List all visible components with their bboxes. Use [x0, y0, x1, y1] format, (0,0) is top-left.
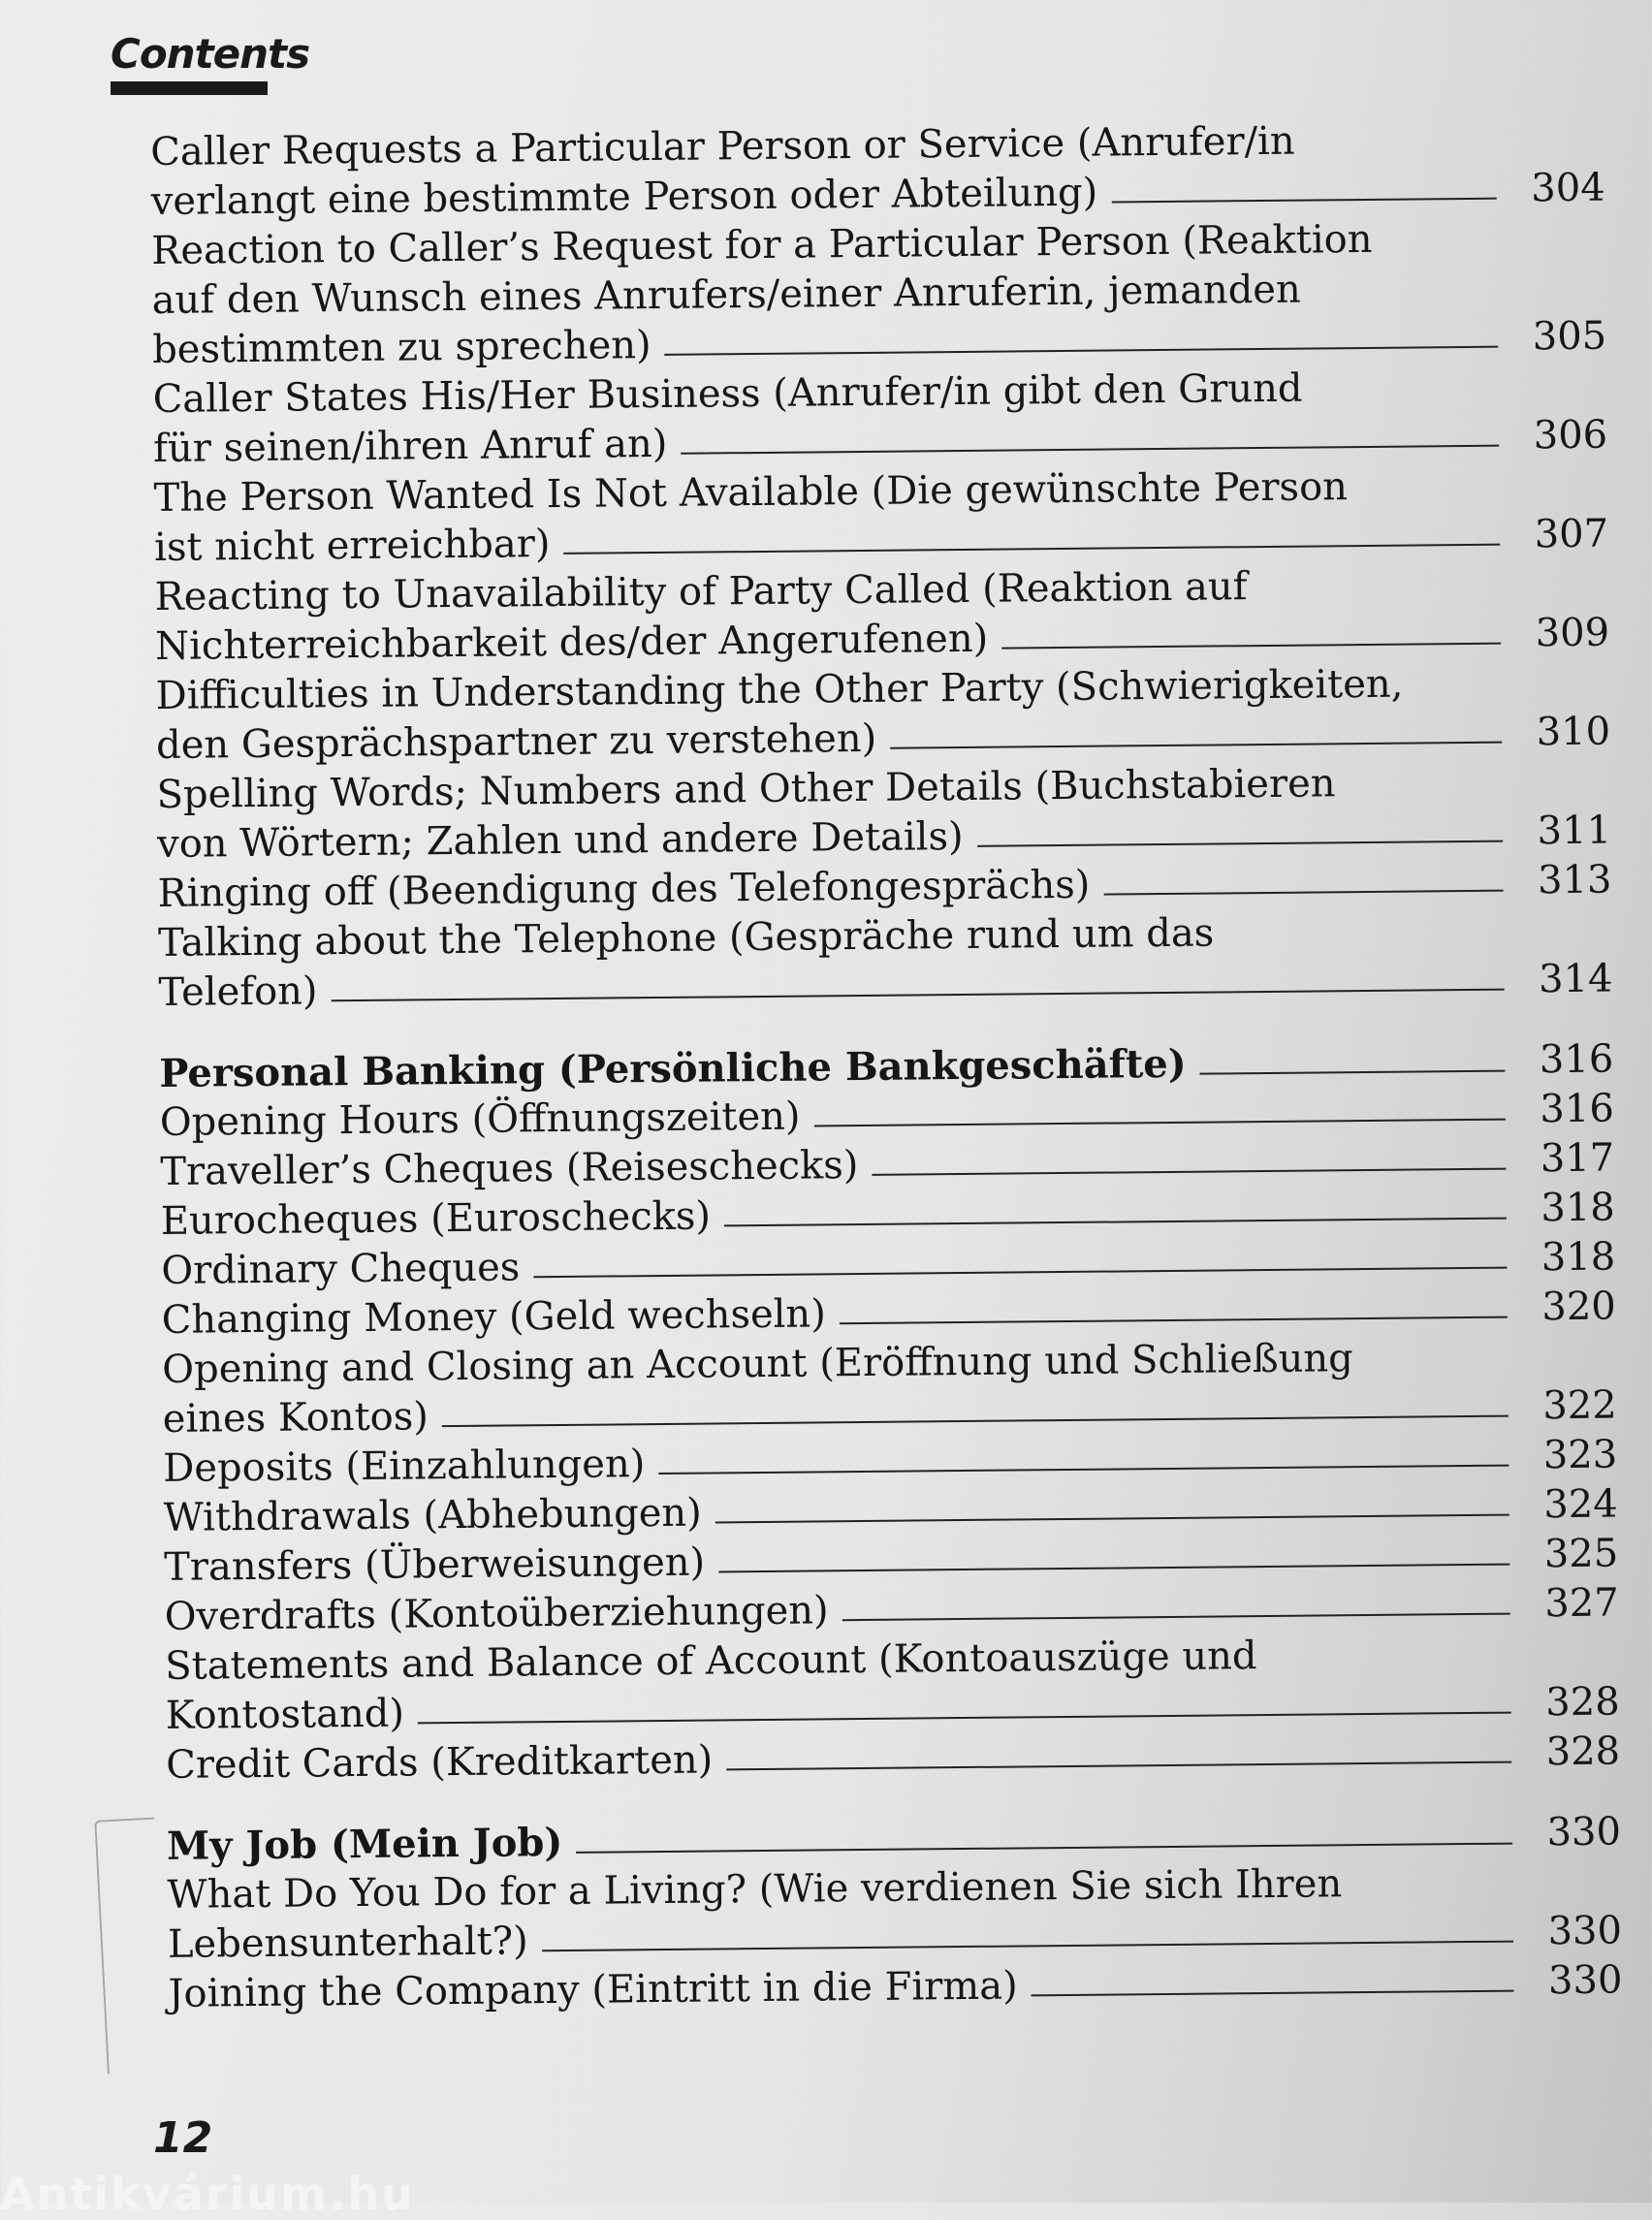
toc-page-number: 306 — [1533, 412, 1608, 459]
toc-page-number: 324 — [1543, 1481, 1618, 1528]
watermark-text: Antikvárium.hu — [0, 2168, 415, 2220]
toc-leader-line — [564, 542, 1501, 555]
toc-entry-text: Opening Hours (Öffnungszeiten) — [159, 1094, 801, 1145]
toc-entry-text: Lebensunterhalt?) — [167, 1919, 528, 1967]
toc-entry-text: bestimmten zu sprechen) — [151, 323, 651, 372]
toc-entry-text: The Person Wanted Is Not Available (Die gewünschte Person — [153, 464, 1349, 521]
toc-leader-line — [872, 1166, 1506, 1176]
toc-entry-text: My Job (Mein Job) — [166, 1820, 563, 1869]
toc-leader-line — [576, 1841, 1512, 1854]
toc-entry-text: Statements and Balance of Account (Kontoauszüge und — [165, 1633, 1257, 1689]
title-underline-bar — [111, 81, 268, 95]
toc-entry-text: Joining the Company (Eintritt in die Firma) — [168, 1963, 1018, 2016]
toc-entry-text: Ringing off (Beendigung des Telefongesprächs) — [157, 862, 1091, 916]
page-corner-mark — [94, 1818, 168, 2075]
toc-entry — [158, 905, 1613, 1018]
toc-entry-text: What Do You Do for a Living? (Wie verdienen Sie sich Ihren — [167, 1861, 1343, 1918]
section-header — [111, 29, 309, 95]
toc-page-number: 311 — [1537, 808, 1612, 854]
toc-entry-text: Traveller’s Cheques (Reiseschecks) — [160, 1143, 859, 1194]
toc-leader-line — [418, 1710, 1511, 1725]
toc-entry — [151, 213, 1606, 375]
toc-page-number: 327 — [1544, 1580, 1619, 1627]
toc-entry-text: eines Kontos) — [162, 1394, 429, 1442]
toc-entry-text: Nichterreichbarkeit des/der Angerufenen) — [154, 616, 989, 669]
toc-page-number: 309 — [1535, 610, 1610, 656]
toc-page-number: 318 — [1541, 1234, 1616, 1281]
toc-entry-text: Eurocheques (Euroschecks) — [160, 1193, 712, 1244]
toc-leader-line — [442, 1413, 1509, 1428]
page-title: Contents — [111, 30, 310, 78]
toc-page-number: 317 — [1540, 1135, 1615, 1182]
toc-entry-text: Caller States His/Her Business (Anrufer/in gibt den Grund — [152, 365, 1303, 422]
toc-entry — [150, 114, 1605, 227]
toc-leader-line — [1032, 1988, 1514, 1997]
toc-entry-text: Credit Cards (Kreditkarten) — [165, 1737, 714, 1788]
toc-page-number: 313 — [1537, 857, 1612, 904]
toc-page-number: 316 — [1540, 1086, 1615, 1132]
toc-page-number: 323 — [1542, 1432, 1618, 1478]
toc-leader-line — [1200, 1068, 1506, 1075]
toc-entry — [167, 1857, 1622, 1970]
toc-page-number: 305 — [1532, 313, 1607, 360]
toc-leader-line — [665, 344, 1499, 356]
toc-leader-line — [1001, 641, 1501, 650]
toc-entry-text: Telefon) — [158, 968, 318, 1015]
toc-leader-line — [715, 1512, 1509, 1524]
toc-leader-line — [726, 1760, 1511, 1771]
toc-leader-line — [542, 1939, 1513, 1952]
toc-leader-line — [724, 1216, 1507, 1227]
toc-entry-text: Spelling Words; Numbers and Other Details (Buchstabieren — [156, 761, 1336, 817]
toc-entry-text: Reaction to Caller’s Request for a Particular Person (Reaktion — [150, 216, 1373, 273]
toc-entry-text: für seinen/ihren Anruf an) — [152, 421, 668, 471]
toc-leader-line — [658, 1463, 1509, 1475]
toc-entry-text: Withdrawals (Abhebungen) — [163, 1490, 703, 1540]
toc-entry — [165, 1629, 1620, 1741]
toc-page-number: 322 — [1542, 1382, 1617, 1429]
toc-entry-text: verlangt eine bestimmte Person oder Abteilung) — [150, 170, 1098, 224]
toc-leader-line — [533, 1265, 1507, 1279]
toc-page-number: 318 — [1541, 1185, 1615, 1231]
toc-page-number: 316 — [1539, 1036, 1614, 1083]
toc-leader-line — [718, 1562, 1509, 1573]
toc-leader-line — [1103, 888, 1503, 896]
toc-entry-text: Talking about the Telephone (Gespräche rund um das — [157, 910, 1215, 966]
toc-page-number: 307 — [1534, 511, 1609, 557]
toc-entry-text: von Wörtern; Zahlen und andere Details) — [156, 813, 964, 867]
toc-entry-text: Caller Requests a Particular Person or Service (Anrufer/in — [150, 118, 1295, 174]
toc-leader-line — [1111, 196, 1496, 204]
toc-entry-text: Kontostand) — [165, 1691, 405, 1738]
toc-entry-text: Opening and Closing an Account (Eröffnung und Schließung — [162, 1336, 1353, 1392]
toc-leader-line — [890, 740, 1502, 749]
toc-entry — [162, 1332, 1617, 1444]
toc-entry-text: Transfers (Überweisungen) — [164, 1539, 706, 1590]
toc-entry-text: Personal Banking (Persönliche Bankgeschäfte) — [159, 1040, 1187, 1096]
toc-leader-line — [814, 1117, 1506, 1127]
toc-entry-text: Deposits (Einzahlungen) — [163, 1442, 646, 1491]
toc-page-number: 304 — [1531, 165, 1605, 211]
toc-entry — [154, 559, 1609, 672]
toc-entry-text: Reacting to Unavailability of Party Called (Reaktion auf — [154, 564, 1248, 619]
toc-entry-text: auf den Wunsch eines Anrufers/einer Anruferin, jemanden — [151, 267, 1301, 323]
toc-leader-line — [840, 1315, 1508, 1325]
toc-entry — [152, 362, 1607, 474]
table-of-contents — [150, 114, 1623, 2019]
toc-page-number: 320 — [1541, 1284, 1616, 1330]
toc-leader-line — [977, 839, 1503, 847]
toc-page-number: 330 — [1547, 1908, 1623, 1954]
toc-entry-text: ist nicht erreichbar) — [153, 522, 551, 570]
toc-page-number: 330 — [1546, 1809, 1622, 1855]
toc-page-number: 325 — [1543, 1531, 1619, 1577]
toc-entry — [155, 658, 1610, 771]
toc-page-number: 328 — [1545, 1679, 1620, 1726]
page-number: 12 — [153, 2113, 213, 2163]
toc-entry-text: Overdrafts (Kontoüberziehungen) — [164, 1588, 829, 1639]
toc-entry — [153, 460, 1608, 573]
toc-leader-line — [332, 987, 1505, 1002]
toc-entry — [156, 757, 1611, 870]
toc-entry-text: Ordinary Cheques — [161, 1245, 521, 1293]
toc-page-number: 314 — [1538, 956, 1613, 1002]
toc-entry-text: Difficulties in Understanding the Other Party (Schwierigkeiten, — [155, 661, 1404, 718]
toc-page-number: 310 — [1536, 709, 1611, 755]
toc-entry-text: Changing Money (Geld wechseln) — [161, 1291, 827, 1343]
toc-leader-line — [842, 1611, 1510, 1622]
toc-entry-text: den Gesprächspartner zu verstehen) — [155, 715, 877, 768]
toc-page-number: 330 — [1547, 1957, 1623, 2004]
toc-page-number: 328 — [1545, 1728, 1621, 1775]
toc-leader-line — [681, 443, 1499, 455]
